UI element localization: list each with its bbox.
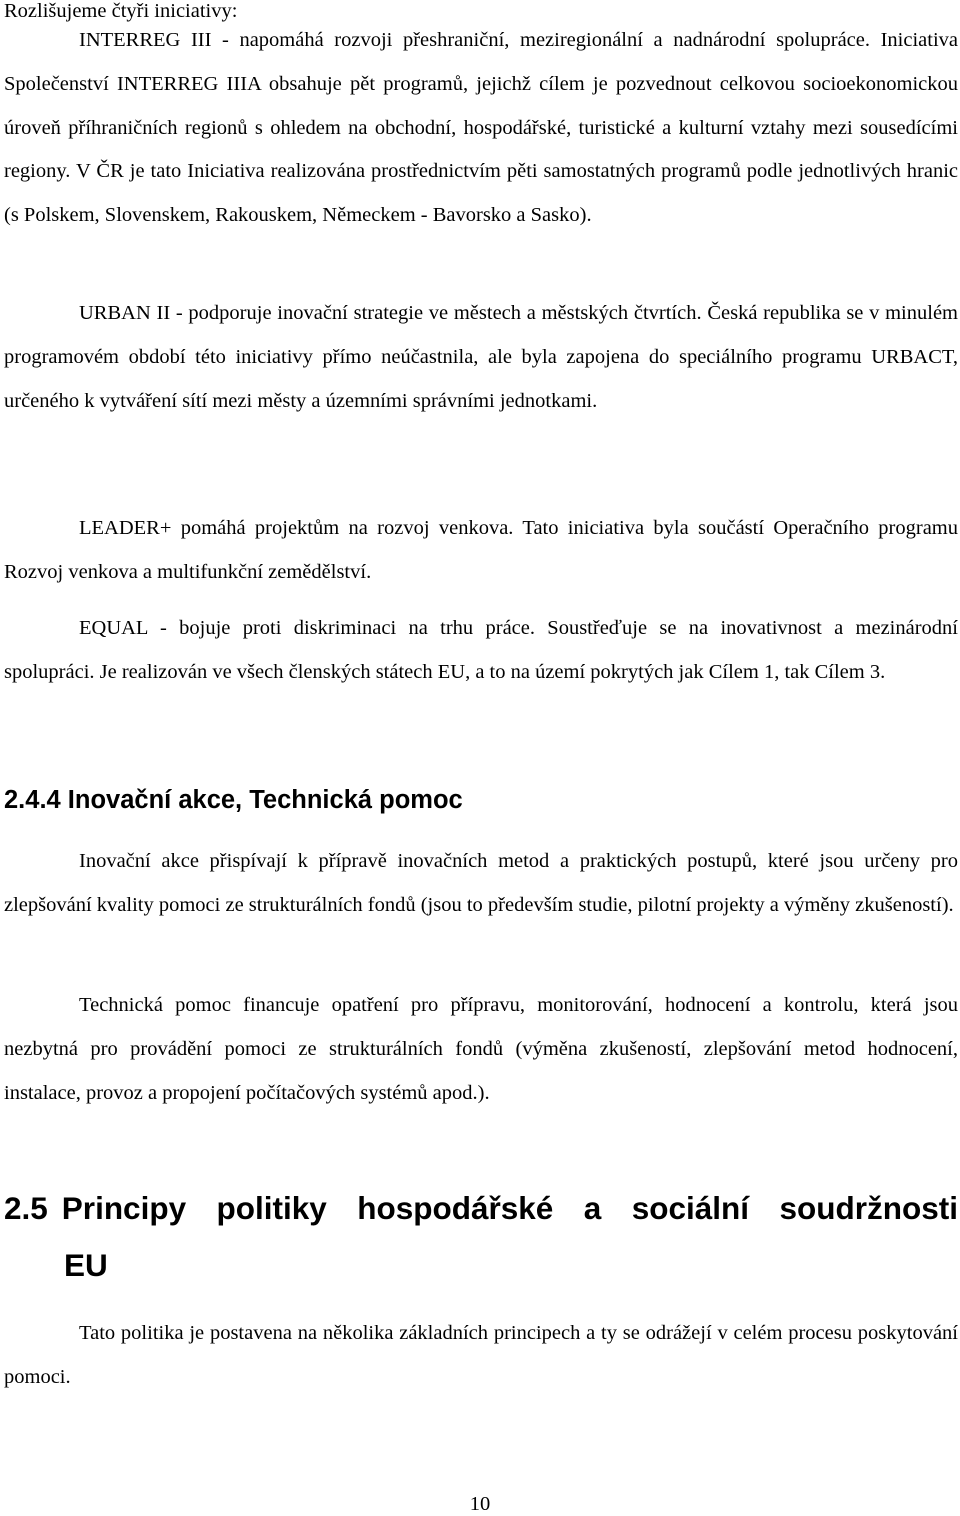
intro-text: Rozlišujeme čtyři iniciativy:: [4, 0, 238, 22]
section-title-line1: Principy politiky hospodářské a sociální soudržnosti: [61, 1190, 958, 1226]
equal-paragraph: EQUAL - bojuje proti diskriminaci na trhu práce. Soustřeďuje se na inovativnost a mezinárodní spolupráci. Je realizován ve všech členských státech EU, a to na území pokrytých jak Cílem 1, tak Cílem 3.: [4, 617, 958, 683]
inovacni-akce-paragraph: Inovační akce přispívají k přípravě inovačních metod a praktických postupů, které jsou určeny pro zlepšování kvality pomoci ze strukturálních fondů (jsou to především studie, pilotní projekty a výměny zkušeností).: [4, 850, 958, 916]
urban-paragraph: URBAN II - podporuje inovační strategie ve městech a městských čtvrtích. Česká republika se v minulém programovém období této iniciativy přímo neúčastnila, ale byla zapojena do speciálního programu URBACT, určeného k vytváření sítí mezi městy a územními správními jednotkami.: [4, 302, 958, 412]
section-heading-2-4-4: 2.4.4 Inovační akce, Technická pomoc: [4, 786, 463, 814]
technicka-pomoc-paragraph: Technická pomoc financuje opatření pro přípravu, monitorování, hodnocení a kontrolu, která jsou nezbytná pro provádění pomoci ze strukturálních fondů (výměna zkušeností, zlepšování metod hodnocení, instalace, provoz a propojení počítačových systémů apod.).: [4, 994, 958, 1104]
page-number: 10: [469, 1493, 491, 1515]
principy-paragraph: Tato politika je postavena na několika základních principech a ty se odrážejí v celém procesu poskytování pomoci.: [4, 1322, 958, 1388]
section-number: 2.5: [4, 1190, 48, 1226]
section-title-line2: EU: [64, 1247, 108, 1283]
section-heading-2-5: [4, 1180, 958, 1294]
interreg-paragraph: INTERREG III - napomáhá rozvoji přeshraniční, meziregionální a nadnárodní spolupráce. Iniciativa Společenství INTERREG IIIA obsahuje pět programů, jejichž cílem je pozvednout celkovou socioekonomickou úroveň příhraničních regionů s ohledem na obchodní, hospodářské, turistické a kulturní vztahy mezi sousedícími regiony. V ČR je tato Iniciativa realizována prostřednictvím pěti samostatných programů podle jednotlivých hranic (s Polskem, Slovenskem, Rakouskem, Německem - Bavorsko a Sasko).: [4, 29, 958, 227]
leader-paragraph: LEADER+ pomáhá projektům na rozvoj venkova. Tato iniciativa byla součástí Operačního programu Rozvoj venkova a multifunkční zemědělství.: [4, 517, 958, 583]
